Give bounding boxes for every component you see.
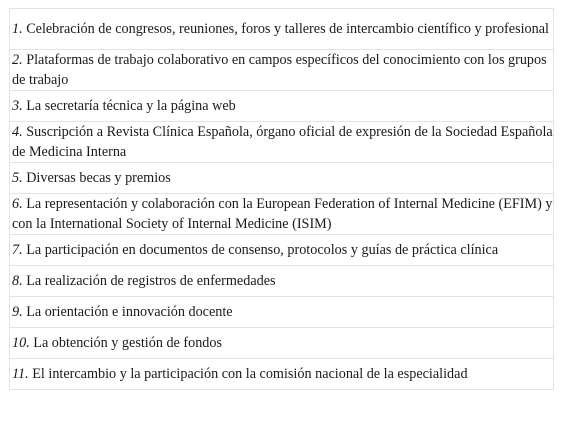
item-number: 4. bbox=[12, 124, 23, 140]
table-row bbox=[10, 235, 554, 266]
item-number: 6. bbox=[12, 196, 23, 212]
item-number: 5. bbox=[12, 170, 23, 186]
item-text: Celebración de congresos, reuniones, foros y talleres de intercambio científico y profesional bbox=[26, 21, 549, 37]
item-text: La representación y colaboración con la European Federation of Internal Medicine (EFIM) y con la International Society of Internal Medicine (ISIM) bbox=[12, 196, 553, 232]
item-number: 3. bbox=[12, 98, 23, 114]
item-number: 2. bbox=[12, 52, 23, 68]
item-text: La obtención y gestión de fondos bbox=[33, 335, 223, 351]
item-number: 11. bbox=[12, 366, 29, 382]
table-row bbox=[10, 359, 554, 390]
table-row bbox=[10, 122, 554, 163]
table-cell bbox=[10, 91, 554, 122]
table-cell bbox=[10, 122, 554, 163]
item-number: 10. bbox=[12, 335, 30, 351]
item-text: Plataformas de trabajo colaborativo en campos específicos del conocimiento con los grupos de trabajo bbox=[12, 52, 547, 88]
item-text: La realización de registros de enfermedades bbox=[26, 273, 276, 289]
item-text: El intercambio y la participación con la comisión nacional de la especialidad bbox=[32, 366, 468, 382]
item-text: La orientación e innovación docente bbox=[26, 304, 233, 320]
table-row bbox=[10, 266, 554, 297]
table-row bbox=[10, 91, 554, 122]
table-cell bbox=[10, 266, 554, 297]
item-number: 8. bbox=[12, 273, 23, 289]
table-row bbox=[10, 163, 554, 194]
item-text: Suscripción a Revista Clínica Española, órgano oficial de expresión de la Sociedad Española de Medicina Interna bbox=[12, 124, 553, 160]
item-number: 7. bbox=[12, 242, 23, 258]
table-cell bbox=[10, 194, 554, 235]
item-text: Diversas becas y premios bbox=[26, 170, 171, 186]
item-text: La secretaría técnica y la página web bbox=[26, 98, 236, 114]
table-row bbox=[10, 9, 554, 50]
benefits-table bbox=[9, 8, 554, 390]
table-cell bbox=[10, 235, 554, 266]
table-row bbox=[10, 50, 554, 91]
item-number: 1. bbox=[12, 21, 23, 37]
table-row bbox=[10, 328, 554, 359]
item-text: La participación en documentos de consenso, protocolos y guías de práctica clínica bbox=[26, 242, 499, 258]
table-row bbox=[10, 194, 554, 235]
table-row bbox=[10, 297, 554, 328]
table-cell bbox=[10, 297, 554, 328]
table-cell bbox=[10, 163, 554, 194]
table-cell bbox=[10, 328, 554, 359]
item-number: 9. bbox=[12, 304, 23, 320]
table-cell bbox=[10, 50, 554, 91]
table-cell bbox=[10, 359, 554, 390]
table-cell bbox=[10, 9, 554, 50]
